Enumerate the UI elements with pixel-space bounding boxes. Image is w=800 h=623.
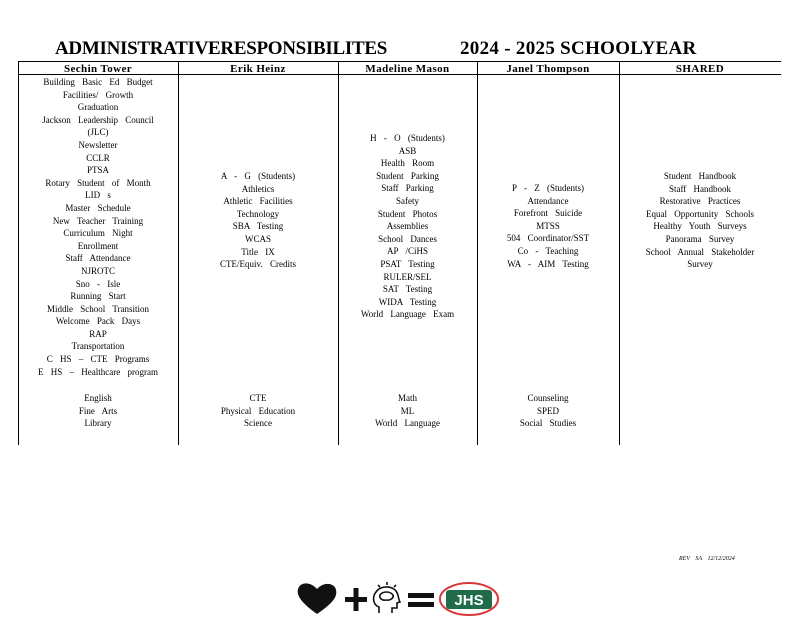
list-item: Athletic Facilities <box>223 196 293 207</box>
list-item: School Annual Stakeholder <box>645 246 755 257</box>
list-item: Survey <box>687 259 713 270</box>
list-item: Staff Attendance <box>65 253 131 264</box>
title-main: ADMINISTRATIVERESPONSIBILITES <box>55 38 387 59</box>
list-item: LID s <box>85 190 111 201</box>
column-header: Erik Heinz <box>230 63 286 75</box>
list-item: Newsletter <box>78 139 118 150</box>
list-item: Rotary Student of Month <box>45 177 151 188</box>
column-madeline-mason <box>338 61 477 445</box>
list-item: Attendance <box>527 195 569 206</box>
list-item: WCAS <box>244 233 271 244</box>
department-list <box>18 392 178 430</box>
department-item: Fine Arts <box>78 405 118 416</box>
list-item: Student Parking <box>376 170 439 181</box>
list-item: ASB <box>398 145 417 156</box>
department-item: Science <box>244 418 272 429</box>
column-header: Janel Thompson <box>506 63 590 75</box>
department-item: Counseling <box>527 393 569 403</box>
list-item: (JLC) <box>87 127 109 138</box>
list-item: Health Room <box>380 158 435 169</box>
badge-text: JHS <box>454 592 484 609</box>
list-item: Safety <box>396 195 419 206</box>
brain-head-icon <box>374 582 400 613</box>
list-item: PSAT Testing <box>380 258 435 269</box>
list-item: Co - Teaching <box>517 245 579 256</box>
list-item: WIDA Testing <box>378 296 437 307</box>
list-item: Restorative Practices <box>659 196 741 207</box>
list-item: P - Z (Students) <box>512 183 584 193</box>
list-item: Master Schedule <box>65 202 131 213</box>
list-item: Building Basic Ed Budget <box>43 77 153 87</box>
list-item: A - G (Students) <box>220 171 296 181</box>
title-year: 2024 - 2025 SCHOOLYEAR <box>460 38 697 59</box>
list-item: NJROTC <box>80 265 115 276</box>
list-item: PTSA <box>86 165 109 176</box>
list-item: Staff Parking <box>381 183 434 194</box>
list-item: Student Handbook <box>663 171 737 181</box>
responsibility-list <box>619 170 781 271</box>
department-item: Math <box>398 393 417 403</box>
department-list <box>338 392 477 430</box>
list-item: Welcome Pack Days <box>55 316 141 327</box>
list-item: Panorama Survey <box>665 233 735 244</box>
column-erik-heinz <box>178 61 338 445</box>
department-item: CTE <box>249 393 267 403</box>
list-item: Equal Opportunity Schools <box>646 208 754 219</box>
list-item: Curriculum Night <box>63 228 133 239</box>
plus-icon <box>345 588 367 611</box>
jhs-badge-icon <box>440 583 498 615</box>
column-sechin-tower <box>18 61 178 445</box>
list-item: Forefront Suicide <box>513 208 583 219</box>
list-item: 504 Coordinator/SST <box>506 233 590 244</box>
department-item: English <box>84 393 112 403</box>
column-header: Sechin Tower <box>63 63 133 75</box>
list-item: Jackson Leadership Council <box>42 114 154 125</box>
department-list <box>178 392 338 430</box>
list-item: AP /CiHS <box>387 246 428 257</box>
column-janel-thompson <box>477 61 619 445</box>
list-item: RAP <box>89 328 107 339</box>
document-title <box>0 38 800 60</box>
column-shared <box>619 61 781 445</box>
list-item: Sno - Isle <box>75 278 121 289</box>
responsibility-list <box>338 132 477 321</box>
list-item: New Teacher Training <box>52 215 144 226</box>
column-header: SHARED <box>675 63 725 75</box>
list-item: Running Start <box>70 291 126 302</box>
department-list <box>477 392 619 430</box>
department-item: Social Studies <box>519 418 577 429</box>
revision-note: REV SA 12/12/2024 <box>679 556 735 562</box>
list-item: WA - AIM Testing <box>507 258 589 269</box>
school-logo <box>295 580 505 618</box>
list-item: Facilities/ Growth <box>62 89 134 100</box>
list-item: Graduation <box>77 102 119 113</box>
list-item: RULER/SEL <box>383 271 432 282</box>
department-item: World Language <box>374 418 440 429</box>
list-item: Athletics <box>241 183 275 194</box>
list-item: CCLR <box>86 152 110 163</box>
department-item: Library <box>84 418 112 429</box>
list-item: Transportation <box>71 341 125 352</box>
list-item: SBA Testing <box>232 221 284 232</box>
list-item: Healthy Youth Surveys <box>653 221 747 232</box>
list-item: Staff Handbook <box>668 183 732 194</box>
list-item: Technology <box>236 208 280 219</box>
column-header: Madeline Mason <box>365 63 450 75</box>
list-item: World Language Exam <box>360 309 455 320</box>
list-item: Student Photos <box>377 208 438 219</box>
department-item: Physical Education <box>220 405 296 416</box>
department-item: ML <box>400 405 415 416</box>
list-item: Title IX <box>241 246 275 257</box>
responsibility-list <box>178 170 338 271</box>
responsibilities-table <box>18 61 781 445</box>
list-item: Enrollment <box>77 240 119 251</box>
list-item: MTSS <box>536 220 560 231</box>
list-item: CTE/Equiv. Credits <box>220 259 296 270</box>
heart-icon <box>298 583 337 614</box>
list-item: E HS – Healthcare program <box>38 366 158 377</box>
list-item: SAT Testing <box>382 284 433 295</box>
list-item: School Dances <box>378 233 437 244</box>
list-item: Assemblies <box>386 221 429 232</box>
list-item: Middle School Transition <box>46 303 149 314</box>
responsibility-list <box>18 76 178 378</box>
list-item: C HS – CTE Programs <box>46 354 150 365</box>
list-item: H - O (Students) <box>370 133 445 143</box>
equals-icon <box>408 593 434 607</box>
department-item: SPED <box>536 405 559 416</box>
responsibility-list <box>477 182 619 270</box>
